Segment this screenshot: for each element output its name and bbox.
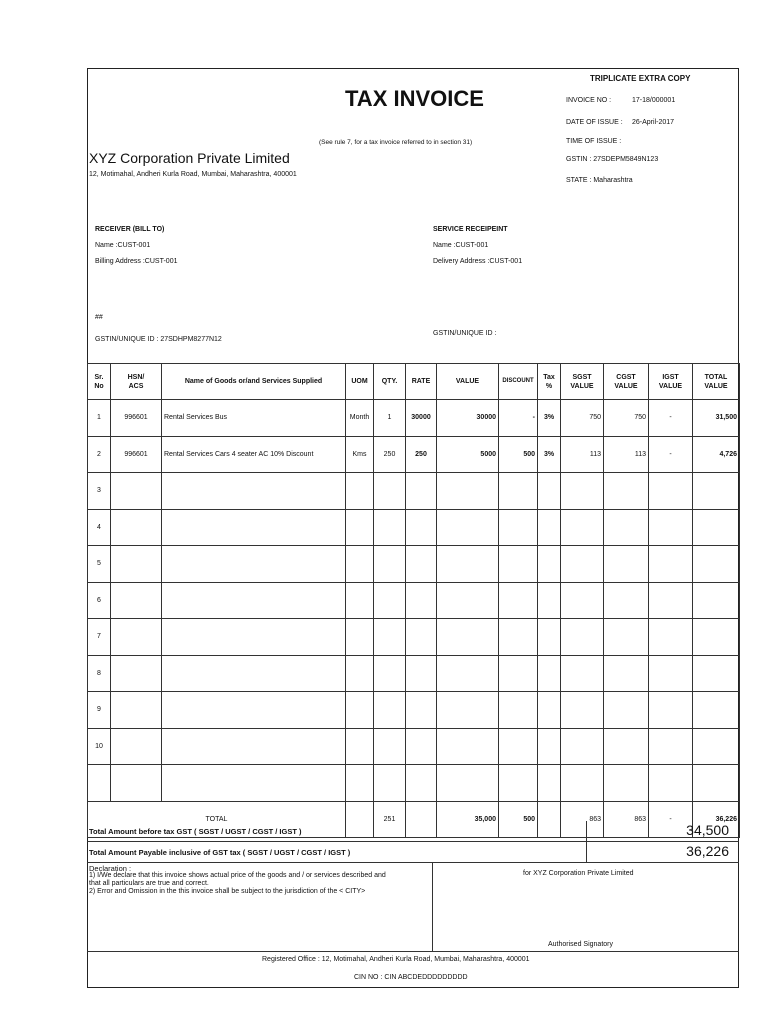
cell-name bbox=[162, 655, 346, 692]
cell-cgst bbox=[604, 473, 649, 510]
seller-state: STATE : Maharashtra bbox=[566, 177, 633, 184]
cell-total bbox=[693, 546, 740, 583]
table-row bbox=[88, 400, 740, 437]
cell-qty: 250 bbox=[374, 436, 406, 473]
cell-total: 31,500 bbox=[693, 400, 740, 437]
cell-igst: - bbox=[649, 436, 693, 473]
total-sgst: 863 bbox=[561, 801, 604, 838]
invoice-no-value: 17-18/000001 bbox=[632, 97, 676, 104]
declaration-divider bbox=[432, 863, 433, 951]
cell-cgst: 113 bbox=[604, 436, 649, 473]
cell-tax bbox=[538, 509, 561, 546]
receiver-hash: ## bbox=[95, 314, 103, 321]
cell-qty bbox=[374, 655, 406, 692]
table-row bbox=[88, 765, 740, 802]
header-sgst: SGST VALUE bbox=[561, 364, 604, 400]
cell-igst bbox=[649, 619, 693, 656]
cin-number: CIN NO : CIN ABCDEDDDDDDDDD bbox=[354, 974, 468, 981]
cell-rate: 250 bbox=[406, 436, 437, 473]
cell-hsn bbox=[111, 765, 162, 802]
cell-discount: - bbox=[499, 400, 538, 437]
cell-qty bbox=[374, 728, 406, 765]
cell-total bbox=[693, 728, 740, 765]
table-row bbox=[88, 436, 740, 473]
cell-total: 4,726 bbox=[693, 436, 740, 473]
total-cgst: 863 bbox=[604, 801, 649, 838]
header-hsn: HSN/ ACS bbox=[111, 364, 162, 400]
table-row bbox=[88, 509, 740, 546]
cell-tax: 3% bbox=[538, 436, 561, 473]
cell-sr: 1 bbox=[88, 400, 111, 437]
cell-sgst: 113 bbox=[561, 436, 604, 473]
cell-rate bbox=[406, 509, 437, 546]
declaration-line-3: 2) Error and Omission in the this invoice shall be subject to the jurisdiction of the < CITY> bbox=[89, 888, 366, 895]
cell-cgst bbox=[604, 546, 649, 583]
cell-discount bbox=[499, 473, 538, 510]
total-igst: - bbox=[649, 801, 693, 838]
cell-name: Rental Services Bus bbox=[162, 400, 346, 437]
payable-row bbox=[87, 842, 739, 863]
cell-hsn bbox=[111, 473, 162, 510]
receiver-name: Name :CUST-001 bbox=[95, 242, 151, 249]
cell-value bbox=[437, 582, 499, 619]
cell-sgst bbox=[561, 473, 604, 510]
cell-cgst bbox=[604, 619, 649, 656]
cell-sr: 6 bbox=[88, 582, 111, 619]
cell-tax bbox=[538, 546, 561, 583]
cell-sr: 4 bbox=[88, 509, 111, 546]
items-table bbox=[87, 363, 740, 838]
cell-rate bbox=[406, 582, 437, 619]
payable-value: 36,226 bbox=[686, 843, 729, 859]
service-heading: SERVICE RECEIPEINT bbox=[433, 226, 508, 233]
cell-discount bbox=[499, 619, 538, 656]
cell-discount bbox=[499, 728, 538, 765]
cell-qty bbox=[374, 546, 406, 583]
header-total: TOTAL VALUE bbox=[693, 364, 740, 400]
service-gstin: GSTIN/UNIQUE ID : bbox=[433, 330, 497, 337]
cell-cgst bbox=[604, 582, 649, 619]
cell-total bbox=[693, 509, 740, 546]
cell-igst bbox=[649, 765, 693, 802]
cell-rate bbox=[406, 728, 437, 765]
cell-tax bbox=[538, 619, 561, 656]
total-qty: 251 bbox=[374, 801, 406, 838]
copy-label: TRIPLICATE EXTRA COPY bbox=[590, 74, 691, 83]
cell-uom bbox=[346, 765, 374, 802]
cell-name bbox=[162, 509, 346, 546]
cell-hsn bbox=[111, 728, 162, 765]
cell-total bbox=[693, 473, 740, 510]
cell-sgst bbox=[561, 582, 604, 619]
header-igst: IGST VALUE bbox=[649, 364, 693, 400]
cell-sr: 8 bbox=[88, 655, 111, 692]
cell-discount bbox=[499, 582, 538, 619]
cell-uom bbox=[346, 692, 374, 729]
cell-name: Rental Services Cars 4 seater AC 10% Discount bbox=[162, 436, 346, 473]
table-header-row bbox=[88, 364, 740, 400]
invoice-no-label: INVOICE NO : bbox=[566, 97, 612, 104]
cell-igst bbox=[649, 473, 693, 510]
cell-qty bbox=[374, 619, 406, 656]
cell-hsn bbox=[111, 509, 162, 546]
cell-sgst bbox=[561, 619, 604, 656]
company-address: 12, Motimahal, Andheri Kurla Road, Mumbai, Maharashtra, 400001 bbox=[89, 171, 297, 178]
cell-hsn bbox=[111, 546, 162, 583]
cell-cgst: 750 bbox=[604, 400, 649, 437]
cell-discount bbox=[499, 546, 538, 583]
cell-igst bbox=[649, 509, 693, 546]
cell-uom bbox=[346, 619, 374, 656]
cell-sgst bbox=[561, 509, 604, 546]
cell-rate bbox=[406, 619, 437, 656]
cell-cgst bbox=[604, 509, 649, 546]
total-total: 36,226 bbox=[693, 801, 740, 838]
declaration-heading: Declaration : bbox=[89, 864, 132, 873]
cell-value bbox=[437, 546, 499, 583]
declaration-box bbox=[87, 863, 739, 952]
cell-total bbox=[693, 582, 740, 619]
table-row bbox=[88, 473, 740, 510]
cell-uom bbox=[346, 546, 374, 583]
cell-cgst bbox=[604, 692, 649, 729]
cell-tax bbox=[538, 728, 561, 765]
cell-uom bbox=[346, 582, 374, 619]
for-company: for XYZ Corporation Private Limited bbox=[523, 870, 634, 877]
cell-value bbox=[437, 473, 499, 510]
receiver-gstin: GSTIN/UNIQUE ID : 27SDHPM8277N12 bbox=[95, 336, 222, 343]
date-of-issue-value: 26-April-2017 bbox=[632, 119, 675, 126]
cell-rate bbox=[406, 655, 437, 692]
cell-igst bbox=[649, 582, 693, 619]
cell-tax bbox=[538, 655, 561, 692]
cell-discount bbox=[499, 692, 538, 729]
cell-tax bbox=[538, 473, 561, 510]
cell-value bbox=[437, 655, 499, 692]
cell-uom bbox=[346, 509, 374, 546]
cell-sr: 5 bbox=[88, 546, 111, 583]
cell-hsn bbox=[111, 582, 162, 619]
cell-igst: - bbox=[649, 400, 693, 437]
cell-hsn: 996601 bbox=[111, 400, 162, 437]
date-of-issue-label: DATE OF ISSUE : bbox=[566, 119, 623, 126]
cell-value bbox=[437, 509, 499, 546]
table-row bbox=[88, 655, 740, 692]
cell-value: 5000 bbox=[437, 436, 499, 473]
cell-qty bbox=[374, 509, 406, 546]
authorised-signatory: Authorised Signatory bbox=[548, 941, 613, 948]
cell-value bbox=[437, 728, 499, 765]
cell-name bbox=[162, 692, 346, 729]
cell-qty bbox=[374, 692, 406, 729]
cell-igst bbox=[649, 655, 693, 692]
cell-cgst bbox=[604, 765, 649, 802]
company-name: XYZ Corporation Private Limited bbox=[89, 150, 290, 166]
cell-tax: 3% bbox=[538, 400, 561, 437]
cell-qty bbox=[374, 582, 406, 619]
cell-discount bbox=[499, 765, 538, 802]
before-tax-divider bbox=[586, 821, 587, 841]
table-row bbox=[88, 546, 740, 583]
cell-uom bbox=[346, 655, 374, 692]
cell-total bbox=[693, 692, 740, 729]
declaration-line-2: that all particulars are true and correct. bbox=[89, 880, 209, 887]
header-discount: DISCOUNT bbox=[499, 364, 538, 400]
cell-hsn: 996601 bbox=[111, 436, 162, 473]
header-sr: Sr. No bbox=[88, 364, 111, 400]
cell-rate bbox=[406, 765, 437, 802]
service-delivery-address: Delivery Address :CUST-001 bbox=[433, 258, 523, 265]
before-tax-label: Total Amount before tax GST ( SGST / UGST / CGST / IGST ) bbox=[89, 827, 302, 836]
cell-hsn bbox=[111, 619, 162, 656]
header-goods-name: Name of Goods or/and Services Supplied bbox=[162, 364, 346, 400]
header-rate: RATE bbox=[406, 364, 437, 400]
cell-sr: 9 bbox=[88, 692, 111, 729]
cell-uom: Month bbox=[346, 400, 374, 437]
cell-sr: 2 bbox=[88, 436, 111, 473]
payable-divider bbox=[586, 842, 587, 862]
cell-total bbox=[693, 655, 740, 692]
cell-uom bbox=[346, 728, 374, 765]
header-tax: Tax % bbox=[538, 364, 561, 400]
cell-hsn bbox=[111, 692, 162, 729]
cell-rate bbox=[406, 546, 437, 583]
cell-tax bbox=[538, 692, 561, 729]
cell-igst bbox=[649, 546, 693, 583]
cell-qty: 1 bbox=[374, 400, 406, 437]
cell-sgst bbox=[561, 655, 604, 692]
cell-sr: 7 bbox=[88, 619, 111, 656]
cell-tax bbox=[538, 765, 561, 802]
cell-qty bbox=[374, 765, 406, 802]
cell-cgst bbox=[604, 655, 649, 692]
receiver-heading: RECEIVER (BILL TO) bbox=[95, 226, 165, 233]
cell-name bbox=[162, 765, 346, 802]
cell-name bbox=[162, 619, 346, 656]
cell-value bbox=[437, 692, 499, 729]
cell-rate: 30000 bbox=[406, 400, 437, 437]
cell-value bbox=[437, 765, 499, 802]
cell-total bbox=[693, 619, 740, 656]
cell-sgst bbox=[561, 546, 604, 583]
cell-name bbox=[162, 546, 346, 583]
before-tax-value: 34,500 bbox=[686, 822, 729, 838]
cell-sgst: 750 bbox=[561, 400, 604, 437]
cell-igst bbox=[649, 692, 693, 729]
registered-office: Registered Office : 12, Motimahal, Andheri Kurla Road, Mumbai, Maharashtra, 400001 bbox=[262, 956, 530, 963]
cell-hsn bbox=[111, 655, 162, 692]
total-discount: 500 bbox=[499, 801, 538, 838]
header-value: VALUE bbox=[437, 364, 499, 400]
cell-name bbox=[162, 728, 346, 765]
cell-sgst bbox=[561, 692, 604, 729]
seller-gstin: GSTIN : 27SDEPM5849N123 bbox=[566, 156, 659, 163]
cell-discount bbox=[499, 509, 538, 546]
header-uom: UOM bbox=[346, 364, 374, 400]
before-tax-row bbox=[87, 821, 739, 842]
cell-value bbox=[437, 619, 499, 656]
cell-value: 30000 bbox=[437, 400, 499, 437]
table-row bbox=[88, 692, 740, 729]
cell-sr: 10 bbox=[88, 728, 111, 765]
table-row bbox=[88, 728, 740, 765]
cell-discount bbox=[499, 655, 538, 692]
declaration-line-1: 1) I/We declare that this invoice shows actual price of the goods and / or services described and bbox=[89, 872, 386, 879]
cell-sr: 3 bbox=[88, 473, 111, 510]
cell-sr bbox=[88, 765, 111, 802]
cell-sgst bbox=[561, 728, 604, 765]
cell-uom bbox=[346, 473, 374, 510]
cell-uom: Kms bbox=[346, 436, 374, 473]
receiver-billing-address: Billing Address :CUST-001 bbox=[95, 258, 178, 265]
payable-label: Total Amount Payable inclusive of GST tax ( SGST / UGST / CGST / IGST ) bbox=[89, 848, 351, 857]
invoice-title: TAX INVOICE bbox=[345, 86, 484, 111]
table-row bbox=[88, 582, 740, 619]
cell-cgst bbox=[604, 728, 649, 765]
cell-tax bbox=[538, 582, 561, 619]
rule-note: (See rule 7, for a tax invoice referred to in section 31) bbox=[319, 139, 473, 146]
cell-sgst bbox=[561, 765, 604, 802]
table-row bbox=[88, 619, 740, 656]
total-value: 35,000 bbox=[437, 801, 499, 838]
service-name: Name :CUST-001 bbox=[433, 242, 489, 249]
cell-rate bbox=[406, 692, 437, 729]
cell-rate bbox=[406, 473, 437, 510]
cell-name bbox=[162, 582, 346, 619]
header-cgst: CGST VALUE bbox=[604, 364, 649, 400]
cell-total bbox=[693, 765, 740, 802]
cell-discount: 500 bbox=[499, 436, 538, 473]
cell-name bbox=[162, 473, 346, 510]
time-of-issue-label: TIME OF ISSUE : bbox=[566, 138, 622, 145]
items-body bbox=[88, 400, 740, 802]
cell-qty bbox=[374, 473, 406, 510]
cell-igst bbox=[649, 728, 693, 765]
header-qty: QTY. bbox=[374, 364, 406, 400]
total-label: TOTAL bbox=[88, 801, 346, 838]
